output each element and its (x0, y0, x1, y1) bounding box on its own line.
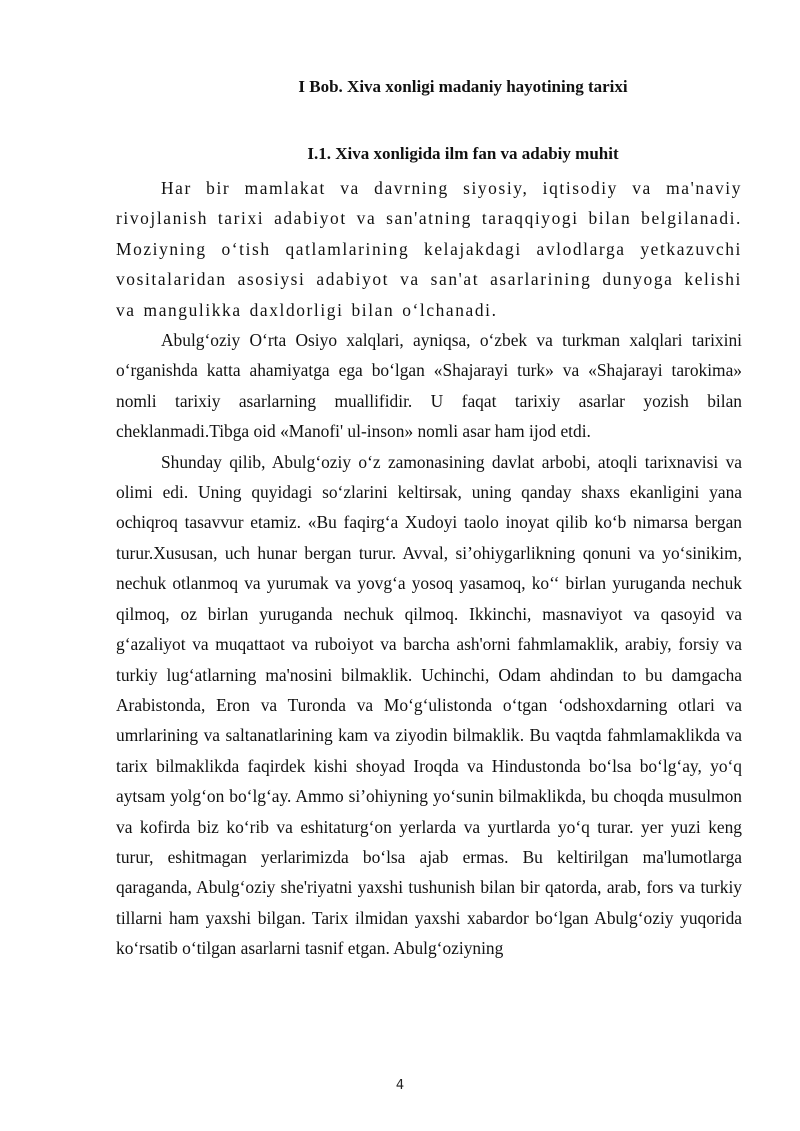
page-number: 4 (395, 1078, 405, 1093)
paragraph-3: Shunday qilib, Abulg‘oziy o‘z zamonasining davlat arbobi, atoqli tarixnavisi va olimi edi. Uning quyidagi so‘zlarini keltirsak, uning qanday shaxs ekanligini yana ochiqroq tasavvur etamiz. «Bu faqirg‘a Xudoyi taolo inoyat qilib ko‘b nimarsa bergan turur.Xususan, uch hunar bergan turur. Avval, si’ohiygarlikning qonuni va yo‘sinikim, nechuk otlanmoq va yurumak va yovg‘a yosoq yasamoq, ko‘‘ birlan yuruganda nechuk qilmoq, oz birlan yuruganda nechuk qilmoq. Ikkinchi, masnaviyot va qasoyid va g‘azaliyot va muqattaot va ruboiyot va barcha ash'orni fahmlamaklik, arabiy, forsiy va turkiy lug‘atlarning ma'nosini bilmaklik. Uchinchi, Odam ahdindan to bu damgacha Arabistonda, Eron va Turonda va Mo‘g‘ulistonda o‘tgan ‘odshoxdarning otlari va umrlarining va saltanatlarining kam va ziyodin bilmaklik. Bu vaqtda fahmlamaklikda va tarix bilmaklikda faqirdek kishi shoyad Iroqda va Hindustonda bo‘lsa bo‘lg‘ay, yo‘q aytsam yolg‘on bo‘lg‘ay. Ammo si’ohiyning yo‘sunin bilmaklikda, bu choqda musulmon va kofirda biz ko‘rib va eshitaturg‘on yerlarda va yurtlarda yo‘q turar. yer yuzi keng turur, eshitmagan yerlarimizda bo‘lsa ajab ermas. Bu keltirilgan ma'lumotlarga qaraganda, Abulg‘oziy she'riyatni yaxshi tushunish bilan bir qatorda, arab, fors va turkiy tillarni ham yaxshi bilgan. Tarix ilmidan yaxshi xabardor bo‘lgan Abulg‘oziy yuqorida ko‘rsatib o‘tilgan asarlarni tasnif etgan. Abulg‘oziyning (116, 451, 742, 959)
paragraph-1: Har bir mamlakat va davrning siyosiy, iqtisodiy va ma'naviy rivojlanish tarixi adabiyot va san'atning taraqqiyogi bilan belgilanadi. Moziyning o‘tish qatlamlarining kelajakdagi avlodlarga yetkazuvchi vositalaridan asosiysi adabiyot va san'at asarlarining dunyoga kelishi va mangulikka daxldorligi bilan o‘lchanadi. (116, 178, 742, 320)
chapter-title: I Bob. Xiva xonligi madaniy hayotining tarixi (298, 77, 628, 96)
paragraph-2: Abulg‘oziy O‘rta Osiyo xalqlari, ayniqsa, o‘zbek va turkman xalqlari tarixini o‘rganishda katta ahamiyatga ega bo‘lgan «Shajarayi turk» va «Shajarayi tarokima» nomli tarixiy asarlarning muallifidir. U faqat tarixiy asarlar yozish bilan cheklanmadi.Tibga oid «Manofi' ul-inson» nomli asar ham ijod etdi. (116, 330, 742, 442)
section-title: I.1. Xiva xonligida ilm fan va adabiy muhit (307, 144, 619, 163)
body-text (116, 173, 742, 964)
